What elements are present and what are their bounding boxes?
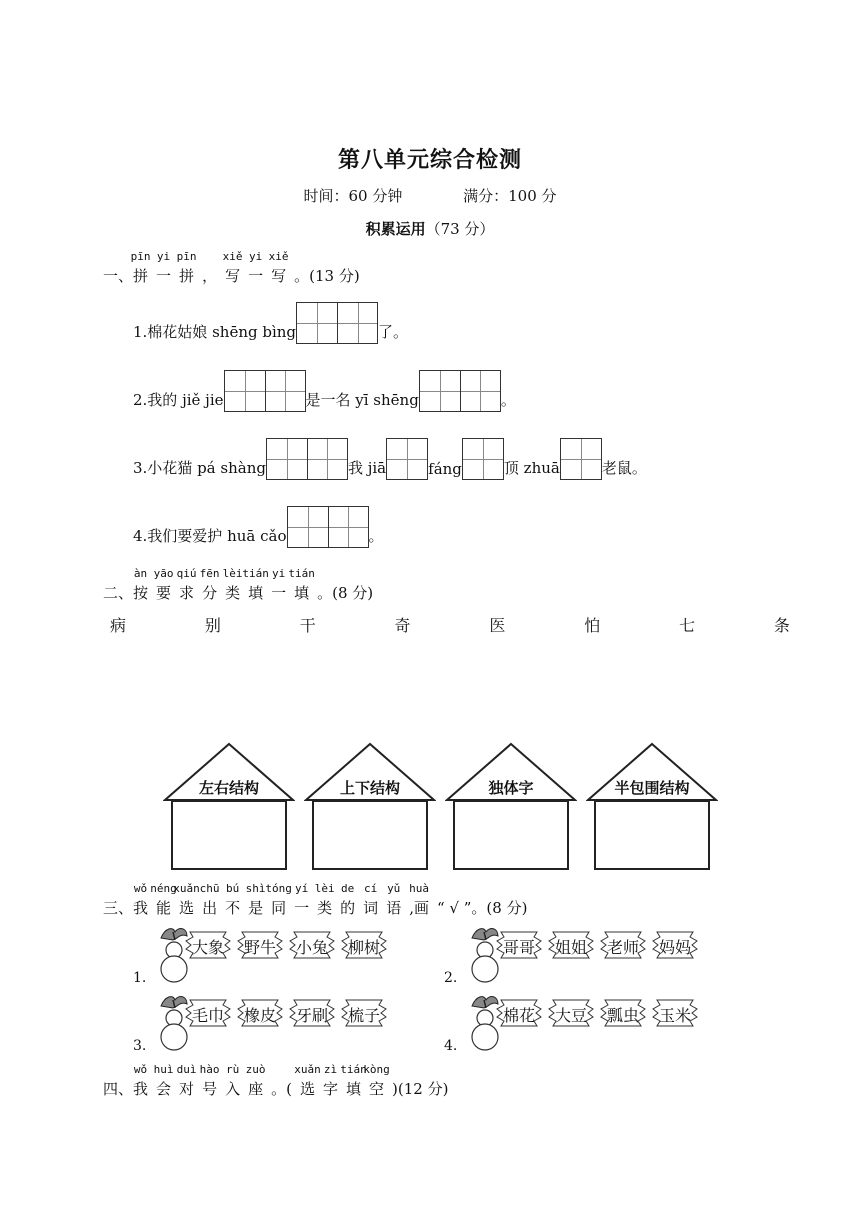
hanzi: 分 [202, 584, 218, 602]
house-answer-area[interactable] [453, 800, 569, 870]
character: 干 [299, 616, 316, 635]
hanzi: 一 [156, 267, 172, 285]
character: 病 [110, 616, 127, 635]
pinyin: huì [153, 1063, 174, 1076]
hanzi: 字 [322, 1080, 338, 1098]
hanzi: 一 [271, 584, 287, 602]
writing-grid[interactable] [419, 370, 501, 412]
word-tag[interactable] [548, 930, 594, 960]
ruby-char [288, 567, 315, 603]
word-tag[interactable] [600, 998, 646, 1028]
pinyin: pīn [176, 250, 197, 263]
hanzi: 座 [248, 1080, 264, 1098]
pinyin: bú [225, 882, 240, 895]
ruby-char [202, 265, 217, 286]
hanzi: 语 [386, 899, 402, 917]
ruby-char [409, 882, 430, 918]
pinyin: xuǎn [173, 882, 200, 895]
hanzi: 出 [202, 899, 218, 917]
pinyin: duì [176, 1063, 197, 1076]
word-tag[interactable] [237, 930, 283, 960]
character: 奇 [394, 616, 411, 635]
word-text: 柳树 [347, 938, 380, 957]
pinyin: yi [248, 250, 263, 263]
writing-grid[interactable] [296, 302, 378, 344]
hanzi: 拼 [133, 267, 149, 285]
hanzi: 写 [225, 267, 241, 285]
word-group [133, 992, 433, 1054]
pinyin: cí [364, 882, 378, 895]
pinyin: kòng [363, 1063, 390, 1076]
hanzi: ,画 [409, 899, 429, 917]
word-group [444, 992, 744, 1054]
exam-time: 时间：60 分钟 [303, 187, 403, 205]
word-tag[interactable] [496, 930, 542, 960]
word-group [444, 924, 744, 986]
question-1-1: 1.棉花姑娘 shēng bìng 了。 [133, 300, 408, 344]
ruby-char [245, 1063, 266, 1099]
writing-grid[interactable] [462, 438, 504, 480]
ruby-char [133, 1063, 149, 1099]
word-text: 玉米 [658, 1006, 691, 1025]
section-2-heading: 二、 àn 按 yāo 要 qiú 求 fēn 分 lèi 类 tián 填 yi 一 tián 填 。(8 分) [103, 567, 374, 602]
hanzi: 类 [317, 899, 333, 917]
house-answer-area[interactable] [171, 800, 287, 870]
ruby-char [271, 567, 287, 603]
pinyin: shì [245, 882, 266, 895]
ruby-char [176, 567, 197, 603]
hanzi: 填 [346, 1080, 362, 1098]
hanzi: 。( [271, 1080, 292, 1098]
question-1-3: 3.小花猫 pá shàng 我 jiā fáng 顶 zhuā 老鼠。 [133, 436, 647, 480]
house-label: 上下结构 [339, 779, 400, 797]
pinyin: lèi [222, 567, 243, 580]
house-box [445, 742, 577, 872]
word-tag[interactable] [185, 930, 231, 960]
word-text: 妈妈 [658, 938, 691, 957]
writing-grid[interactable] [386, 438, 428, 480]
ruby-char [156, 250, 172, 286]
section-4-heading: 四、 wǒ 我 huì 会 duì 对 hào 号 rù 入 zuò 座 。( xuǎn 选 zì 字 tián 填 kòng 空 )(12 分) [103, 1063, 449, 1098]
house-label: 半包围结构 [614, 779, 690, 797]
character: 别 [204, 616, 221, 635]
word-text: 姐姐 [554, 938, 587, 957]
word-tag[interactable] [237, 998, 283, 1028]
ruby-char [340, 1063, 367, 1099]
word-tags [496, 930, 704, 960]
pinyin: lèi [314, 882, 335, 895]
ruby-char [363, 1063, 390, 1099]
ruby-char [340, 882, 356, 918]
hanzi: 是 [248, 899, 264, 917]
pinyin: xuǎn [294, 1063, 321, 1076]
ruby-char [222, 250, 243, 286]
ruby-char [242, 567, 269, 603]
writing-grid[interactable] [560, 438, 602, 480]
pinyin: néng [150, 882, 177, 895]
word-text: 梳子 [347, 1006, 380, 1025]
word-text: 毛巾 [191, 1006, 224, 1025]
hanzi: 的 [340, 899, 356, 917]
exam-total-score: 满分：100 分 [463, 187, 557, 205]
hanzi: 求 [179, 584, 195, 602]
word-text: 瓢虫 [606, 1006, 639, 1025]
ruby-char [363, 882, 379, 918]
word-tag[interactable] [341, 930, 387, 960]
hanzi: 填 [248, 584, 264, 602]
section-1-heading: 一、 pīn 拼 yi 一 pīn 拼 ， xiě 写 yi 一 xiě 写 。(13 分) [103, 250, 360, 285]
pinyin: zì [323, 1063, 338, 1076]
ruby-char [176, 250, 197, 286]
word-tag[interactable] [289, 998, 335, 1028]
hanzi: 入 [225, 1080, 241, 1098]
word-text: 野牛 [243, 938, 276, 957]
character: 医 [489, 616, 506, 635]
house-label: 左右结构 [198, 779, 259, 797]
word-text: 棉花 [502, 1006, 535, 1025]
word-group [133, 924, 433, 986]
ruby-char [225, 882, 241, 918]
pinyin: de [341, 882, 355, 895]
ruby-char [153, 1063, 174, 1099]
group-number: 3. [133, 1038, 147, 1054]
hanzi: 空 [369, 1080, 385, 1098]
hanzi: 一 [294, 899, 310, 917]
question-1-4: 4.我们要爱护 huā cǎo 。 [133, 504, 384, 548]
pinyin: pīn [130, 250, 151, 263]
word-tag[interactable] [652, 930, 698, 960]
ruby-char [130, 250, 151, 286]
ruby-char [265, 882, 292, 918]
word-text: 老师 [606, 938, 639, 957]
character: 七 [679, 616, 696, 635]
hanzi: 不 [225, 899, 241, 917]
ruby-char [133, 882, 149, 918]
pinyin: tián [288, 567, 315, 580]
ruby-char [322, 1063, 338, 1099]
part-score: （73 分） [425, 220, 495, 238]
pinyin: rù [225, 1063, 240, 1076]
question-1-2: 2.我的 jiě jie 是一名 yī shēng 。 [133, 368, 516, 412]
pinyin: yí [295, 882, 309, 895]
writing-grid[interactable] [287, 506, 369, 548]
pinyin: hào [199, 1063, 220, 1076]
house-box [586, 742, 718, 872]
pinyin: xiě [268, 250, 289, 263]
word-text: 大象 [191, 938, 224, 957]
word-tag[interactable] [652, 998, 698, 1028]
word-tags [185, 930, 393, 960]
hanzi: 类 [225, 584, 241, 602]
hanzi: 号 [202, 1080, 218, 1098]
part-name: 积累运用 [365, 220, 426, 238]
pinyin: yi [156, 250, 171, 263]
ruby-char [248, 250, 264, 286]
hanzi: 我 [133, 1080, 149, 1098]
hanzi: 能 [156, 899, 172, 917]
ruby-char [245, 882, 266, 918]
hanzi: 会 [156, 1080, 172, 1098]
pinyin: yāo [153, 567, 174, 580]
writing-grid[interactable] [266, 438, 348, 480]
word-tag[interactable] [341, 998, 387, 1028]
word-text: 哥哥 [502, 938, 535, 957]
hanzi: 一 [248, 267, 264, 285]
pinyin: yǔ [387, 882, 401, 895]
pinyin: wǒ [133, 1063, 148, 1076]
ruby-char [225, 1063, 241, 1099]
word-tag[interactable] [496, 998, 542, 1028]
page-title: 第八单元综合检测 [337, 148, 522, 173]
ruby-char [222, 567, 243, 603]
hanzi: 写 [271, 267, 287, 285]
character-list [110, 613, 790, 636]
pinyin: tián [242, 567, 269, 580]
ruby-char [268, 250, 289, 286]
pinyin: tóng [265, 882, 292, 895]
character: 条 [773, 616, 790, 635]
hanzi: 同 [271, 899, 287, 917]
ruby-char [173, 882, 200, 918]
group-number: 1. [133, 970, 147, 986]
house-box [304, 742, 436, 872]
pinyin: xiě [222, 250, 243, 263]
pinyin: wǒ [133, 882, 148, 895]
word-tag[interactable] [185, 998, 231, 1028]
house-answer-area[interactable] [312, 800, 428, 870]
ruby-char [153, 567, 174, 603]
hanzi: 填 [294, 584, 310, 602]
ruby-char [294, 882, 310, 918]
ruby-char [294, 1063, 321, 1099]
character: 怕 [584, 616, 601, 635]
pinyin: chū [199, 882, 220, 895]
house-answer-area[interactable] [594, 800, 710, 870]
exam-meta [0, 185, 860, 206]
ruby-char [386, 882, 402, 918]
house-box [163, 742, 295, 872]
word-text: 小兔 [295, 938, 328, 957]
section-3-heading: 三、 wǒ 我 néng 能 xuǎn 选 chū 出 bú 不 shì 是 tóng 同 yí 一 lèi 类 de 的 cí 词 yǔ 语 huà ,画 “ √ ”。(8 分) [103, 882, 528, 917]
ruby-char [150, 882, 177, 918]
ruby-char [314, 882, 335, 918]
pinyin: tián [340, 1063, 367, 1076]
hanzi: 选 [299, 1080, 315, 1098]
word-text: 大豆 [554, 1006, 587, 1025]
ruby-char [133, 567, 149, 603]
word-tags [496, 998, 704, 1028]
word-text: 牙刷 [295, 1006, 328, 1025]
pinyin: fēn [199, 567, 220, 580]
word-tag[interactable] [289, 930, 335, 960]
pinyin: huà [409, 882, 430, 895]
pinyin: zuò [245, 1063, 266, 1076]
house-label: 独体字 [488, 779, 534, 797]
hanzi: 词 [363, 899, 379, 917]
hanzi: 我 [133, 899, 149, 917]
ruby-char [176, 1063, 197, 1099]
pinyin: qiú [176, 567, 197, 580]
hanzi: 对 [179, 1080, 195, 1098]
word-text: 橡皮 [243, 1006, 276, 1025]
ruby-char [199, 567, 220, 603]
pinyin: àn [133, 567, 148, 580]
writing-grid[interactable] [224, 370, 306, 412]
word-tag[interactable] [600, 930, 646, 960]
hanzi: 拼 [179, 267, 195, 285]
ruby-char [199, 882, 220, 918]
part-heading [0, 218, 860, 239]
group-number: 4. [444, 1038, 458, 1054]
hanzi: ， [202, 267, 218, 285]
hanzi: 按 [133, 584, 149, 602]
ruby-char [199, 1063, 220, 1099]
group-number: 2. [444, 970, 458, 986]
hanzi: 要 [156, 584, 172, 602]
word-tags [185, 998, 393, 1028]
ruby-char [271, 1078, 292, 1099]
pinyin: yi [271, 567, 286, 580]
hanzi: 选 [179, 899, 195, 917]
word-tag[interactable] [548, 998, 594, 1028]
